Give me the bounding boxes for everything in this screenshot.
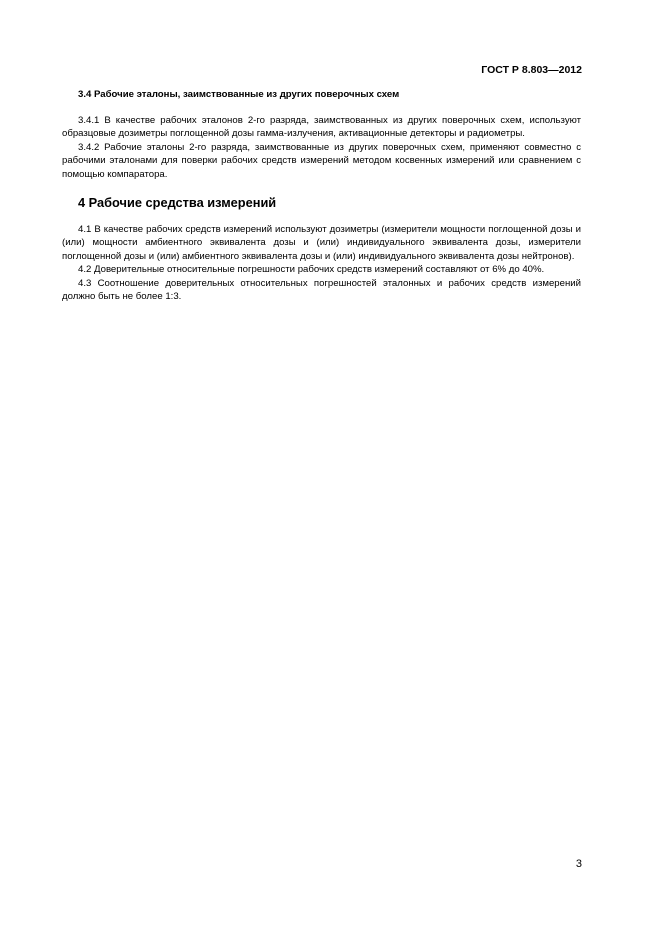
paragraph-4-3: 4.3 Соотношение доверительных относительных погрешностей эталонных и рабочих средств измерений должно быть не более 1:3.	[62, 277, 581, 303]
section-4-body	[62, 223, 581, 303]
page-content	[62, 88, 581, 303]
paragraph-3-4-1: 3.4.1 В качестве рабочих эталонов 2-го разряда, заимствованных из других поверочных схем, используют образцовые дозиметры поглощенной дозы гамма-излучения, активационные детекторы и радиометры.	[62, 115, 581, 140]
standard-code-header: ГОСТ Р 8.803—2012	[481, 64, 582, 76]
paragraph-3-4-2: 3.4.2 Рабочие эталоны 2-го разряда, заимствованные из других поверочных схем, применяют совместно с рабочими эталонами для поверки рабочих средств измерений методом косвенных измерений или сравнением с помощью компаратора.	[62, 141, 581, 180]
page-number: 3	[575, 858, 582, 870]
subsection-3-4-body	[62, 114, 581, 181]
paragraph-4-1: 4.1 В качестве рабочих средств измерений используют дозиметры (измерители мощности поглощенной дозы и (или) мощности амбиентного эквивалента дозы и (или) индивидуального эквивалента дозы, измерители поглощенной дозы и (или) амбиентного эквивалента дозы и (или) индивидуального эквивалента дозы нейтронов).	[62, 224, 581, 262]
section-4-title: 4 Рабочие средства измерений	[78, 195, 277, 211]
paragraph-4-2: 4.2 Доверительные относительные погрешности рабочих средств измерений составляют от 6% до 40%.	[78, 264, 545, 276]
subsection-3-4-title: 3.4 Рабочие эталоны, заимствованные из других поверочных схем	[78, 89, 400, 100]
